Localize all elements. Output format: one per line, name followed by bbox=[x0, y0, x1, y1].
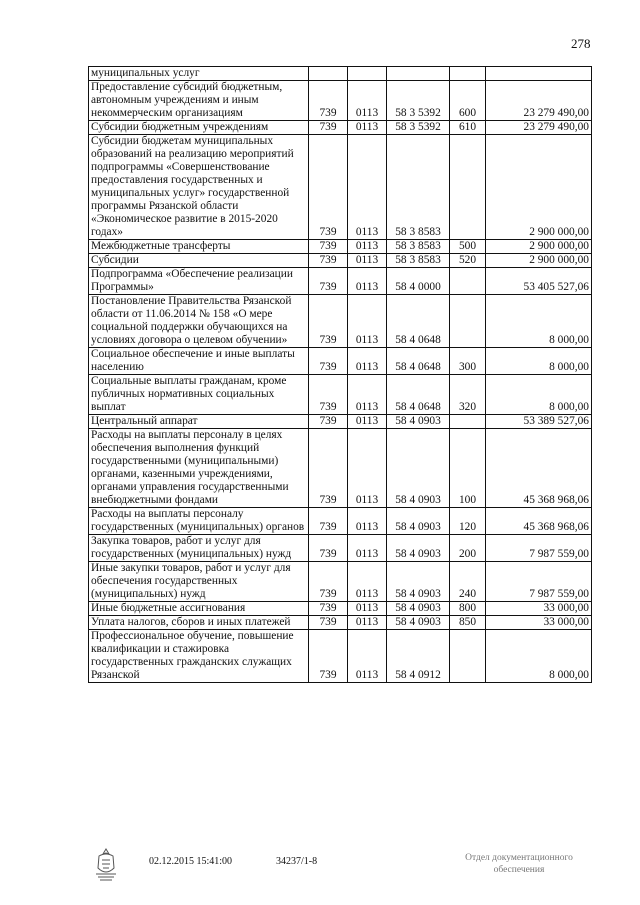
ved-code-cell: 739 bbox=[309, 415, 348, 429]
target-article-cell: 58 4 0903 bbox=[387, 562, 450, 602]
target-article-cell: 58 4 0000 bbox=[387, 268, 450, 295]
ved-code-cell: 739 bbox=[309, 81, 348, 121]
ved-code-cell: 739 bbox=[309, 508, 348, 535]
amount-cell: 53 389 527,06 bbox=[486, 415, 592, 429]
expense-type-cell bbox=[450, 135, 486, 240]
target-article-cell bbox=[387, 67, 450, 81]
target-article-cell: 58 3 8583 bbox=[387, 135, 450, 240]
ved-code-cell: 739 bbox=[309, 535, 348, 562]
ved-code-cell: 739 bbox=[309, 254, 348, 268]
expense-type-cell: 120 bbox=[450, 508, 486, 535]
amount-cell: 45 368 968,06 bbox=[486, 508, 592, 535]
amount-cell: 2 900 000,00 bbox=[486, 135, 592, 240]
section-code-cell bbox=[348, 67, 387, 81]
ved-code-cell: 739 bbox=[309, 562, 348, 602]
coat-of-arms-icon bbox=[91, 846, 121, 882]
section-code-cell: 0113 bbox=[348, 254, 387, 268]
ved-code-cell: 739 bbox=[309, 135, 348, 240]
row-name-cell: Расходы на выплаты персоналу в целях обеспечения выполнения функций государственными (муниципальными) органами, казенными учреждениями, органами управления государственными внебюджетными фондами bbox=[89, 429, 309, 508]
row-name-cell: Социальное обеспечение и иные выплаты населению bbox=[89, 348, 309, 375]
amount-cell: 33 000,00 bbox=[486, 602, 592, 616]
row-name-cell: Предоставление субсидий бюджетным, автономным учреждениям и иным некоммерческим организациям bbox=[89, 81, 309, 121]
table-row bbox=[89, 375, 592, 415]
section-code-cell: 0113 bbox=[348, 616, 387, 630]
table-row bbox=[89, 268, 592, 295]
expense-type-cell: 850 bbox=[450, 616, 486, 630]
amount-cell: 53 405 527,06 bbox=[486, 268, 592, 295]
target-article-cell: 58 4 0648 bbox=[387, 375, 450, 415]
table-row bbox=[89, 616, 592, 630]
row-name-cell: Социальные выплаты гражданам, кроме публичных нормативных социальных выплат bbox=[89, 375, 309, 415]
expense-type-cell bbox=[450, 268, 486, 295]
amount-cell: 8 000,00 bbox=[486, 630, 592, 683]
target-article-cell: 58 4 0903 bbox=[387, 508, 450, 535]
section-code-cell: 0113 bbox=[348, 415, 387, 429]
expense-type-cell: 320 bbox=[450, 375, 486, 415]
ved-code-cell: 739 bbox=[309, 616, 348, 630]
amount-cell: 8 000,00 bbox=[486, 295, 592, 348]
table-row bbox=[89, 535, 592, 562]
amount-cell: 8 000,00 bbox=[486, 348, 592, 375]
table-row bbox=[89, 67, 592, 81]
target-article-cell: 58 3 8583 bbox=[387, 240, 450, 254]
section-code-cell: 0113 bbox=[348, 535, 387, 562]
amount-cell bbox=[486, 67, 592, 81]
target-article-cell: 58 4 0648 bbox=[387, 348, 450, 375]
row-name-cell: Субсидии бюджетным учреждениям bbox=[89, 121, 309, 135]
table-row bbox=[89, 602, 592, 616]
expense-type-cell: 520 bbox=[450, 254, 486, 268]
ved-code-cell bbox=[309, 67, 348, 81]
amount-cell: 23 279 490,00 bbox=[486, 121, 592, 135]
target-article-cell: 58 4 0648 bbox=[387, 295, 450, 348]
expense-type-cell bbox=[450, 630, 486, 683]
section-code-cell: 0113 bbox=[348, 121, 387, 135]
target-article-cell: 58 4 0903 bbox=[387, 429, 450, 508]
section-code-cell: 0113 bbox=[348, 630, 387, 683]
expense-type-cell: 200 bbox=[450, 535, 486, 562]
expense-type-cell: 800 bbox=[450, 602, 486, 616]
footer-datetime: 02.12.2015 15:41:00 bbox=[149, 856, 233, 867]
expense-type-cell: 600 bbox=[450, 81, 486, 121]
row-name-cell: Межбюджетные трансферты bbox=[89, 240, 309, 254]
expense-type-cell: 300 bbox=[450, 348, 486, 375]
row-name-cell: Иные бюджетные ассигнования bbox=[89, 602, 309, 616]
table-row bbox=[89, 348, 592, 375]
ved-code-cell: 739 bbox=[309, 268, 348, 295]
row-name-cell: Подпрограмма «Обеспечение реализации Программы» bbox=[89, 268, 309, 295]
target-article-cell: 58 4 0903 bbox=[387, 535, 450, 562]
department-stamp bbox=[444, 852, 594, 876]
amount-cell: 8 000,00 bbox=[486, 375, 592, 415]
table-row bbox=[89, 254, 592, 268]
section-code-cell: 0113 bbox=[348, 508, 387, 535]
table-row bbox=[89, 81, 592, 121]
expense-type-cell: 240 bbox=[450, 562, 486, 602]
section-code-cell: 0113 bbox=[348, 348, 387, 375]
expense-type-cell bbox=[450, 295, 486, 348]
table-row bbox=[89, 295, 592, 348]
table-row bbox=[89, 415, 592, 429]
section-code-cell: 0113 bbox=[348, 602, 387, 616]
footer-doc-number: 34237/1-8 bbox=[276, 856, 318, 867]
row-name-cell: Центральный аппарат bbox=[89, 415, 309, 429]
row-name-cell: Субсидии бюджетам муниципальных образований на реализацию мероприятий подпрограммы «Совершенствование предоставления государственных и муниципальных услуг» государственной программы Рязанской области «Экономическое развитие в 2015-2020 годах» bbox=[89, 135, 309, 240]
page-number: 278 bbox=[571, 36, 591, 51]
table-row bbox=[89, 429, 592, 508]
section-code-cell: 0113 bbox=[348, 375, 387, 415]
amount-cell: 7 987 559,00 bbox=[486, 562, 592, 602]
table-row bbox=[89, 135, 592, 240]
amount-cell: 2 900 000,00 bbox=[486, 240, 592, 254]
row-name-cell: Постановление Правительства Рязанской области от 11.06.2014 № 158 «О мере социальной поддержки обучающихся на условиях договора о целевом обучении» bbox=[89, 295, 309, 348]
department-stamp-line-1: Отдел документационного bbox=[465, 853, 573, 863]
target-article-cell: 58 4 0903 bbox=[387, 616, 450, 630]
target-article-cell: 58 4 0912 bbox=[387, 630, 450, 683]
expense-type-cell bbox=[450, 67, 486, 81]
budget-table bbox=[88, 66, 592, 683]
expense-type-cell: 610 bbox=[450, 121, 486, 135]
amount-cell: 2 900 000,00 bbox=[486, 254, 592, 268]
expense-type-cell: 500 bbox=[450, 240, 486, 254]
ved-code-cell: 739 bbox=[309, 602, 348, 616]
ved-code-cell: 739 bbox=[309, 240, 348, 254]
table-row bbox=[89, 121, 592, 135]
amount-cell: 45 368 968,06 bbox=[486, 429, 592, 508]
target-article-cell: 58 3 5392 bbox=[387, 121, 450, 135]
section-code-cell: 0113 bbox=[348, 429, 387, 508]
row-name-cell: Субсидии bbox=[89, 254, 309, 268]
target-article-cell: 58 3 5392 bbox=[387, 81, 450, 121]
amount-cell: 7 987 559,00 bbox=[486, 535, 592, 562]
section-code-cell: 0113 bbox=[348, 240, 387, 254]
target-article-cell: 58 4 0903 bbox=[387, 415, 450, 429]
table-row bbox=[89, 508, 592, 535]
ved-code-cell: 739 bbox=[309, 630, 348, 683]
row-name-cell: Профессиональное обучение, повышение квалификации и стажировка государственных гражданских служащих Рязанской bbox=[89, 630, 309, 683]
ved-code-cell: 739 bbox=[309, 121, 348, 135]
row-name-cell: Уплата налогов, сборов и иных платежей bbox=[89, 616, 309, 630]
expense-type-cell bbox=[450, 415, 486, 429]
table-row bbox=[89, 630, 592, 683]
ved-code-cell: 739 bbox=[309, 375, 348, 415]
expense-type-cell: 100 bbox=[450, 429, 486, 508]
amount-cell: 23 279 490,00 bbox=[486, 81, 592, 121]
target-article-cell: 58 3 8583 bbox=[387, 254, 450, 268]
section-code-cell: 0113 bbox=[348, 135, 387, 240]
ved-code-cell: 739 bbox=[309, 429, 348, 508]
ved-code-cell: 739 bbox=[309, 348, 348, 375]
row-name-cell: Расходы на выплаты персоналу государственных (муниципальных) органов bbox=[89, 508, 309, 535]
row-name-cell: Закупка товаров, работ и услуг для государственных (муниципальных) нужд bbox=[89, 535, 309, 562]
target-article-cell: 58 4 0903 bbox=[387, 602, 450, 616]
ved-code-cell: 739 bbox=[309, 295, 348, 348]
table-row bbox=[89, 562, 592, 602]
row-name-cell: муниципальных услуг bbox=[89, 67, 309, 81]
section-code-cell: 0113 bbox=[348, 268, 387, 295]
amount-cell: 33 000,00 bbox=[486, 616, 592, 630]
section-code-cell: 0113 bbox=[348, 81, 387, 121]
section-code-cell: 0113 bbox=[348, 562, 387, 602]
row-name-cell: Иные закупки товаров, работ и услуг для обеспечения государственных (муниципальных) нужд bbox=[89, 562, 309, 602]
table-row bbox=[89, 240, 592, 254]
department-stamp-line-2: обеспечения bbox=[493, 865, 545, 875]
section-code-cell: 0113 bbox=[348, 295, 387, 348]
